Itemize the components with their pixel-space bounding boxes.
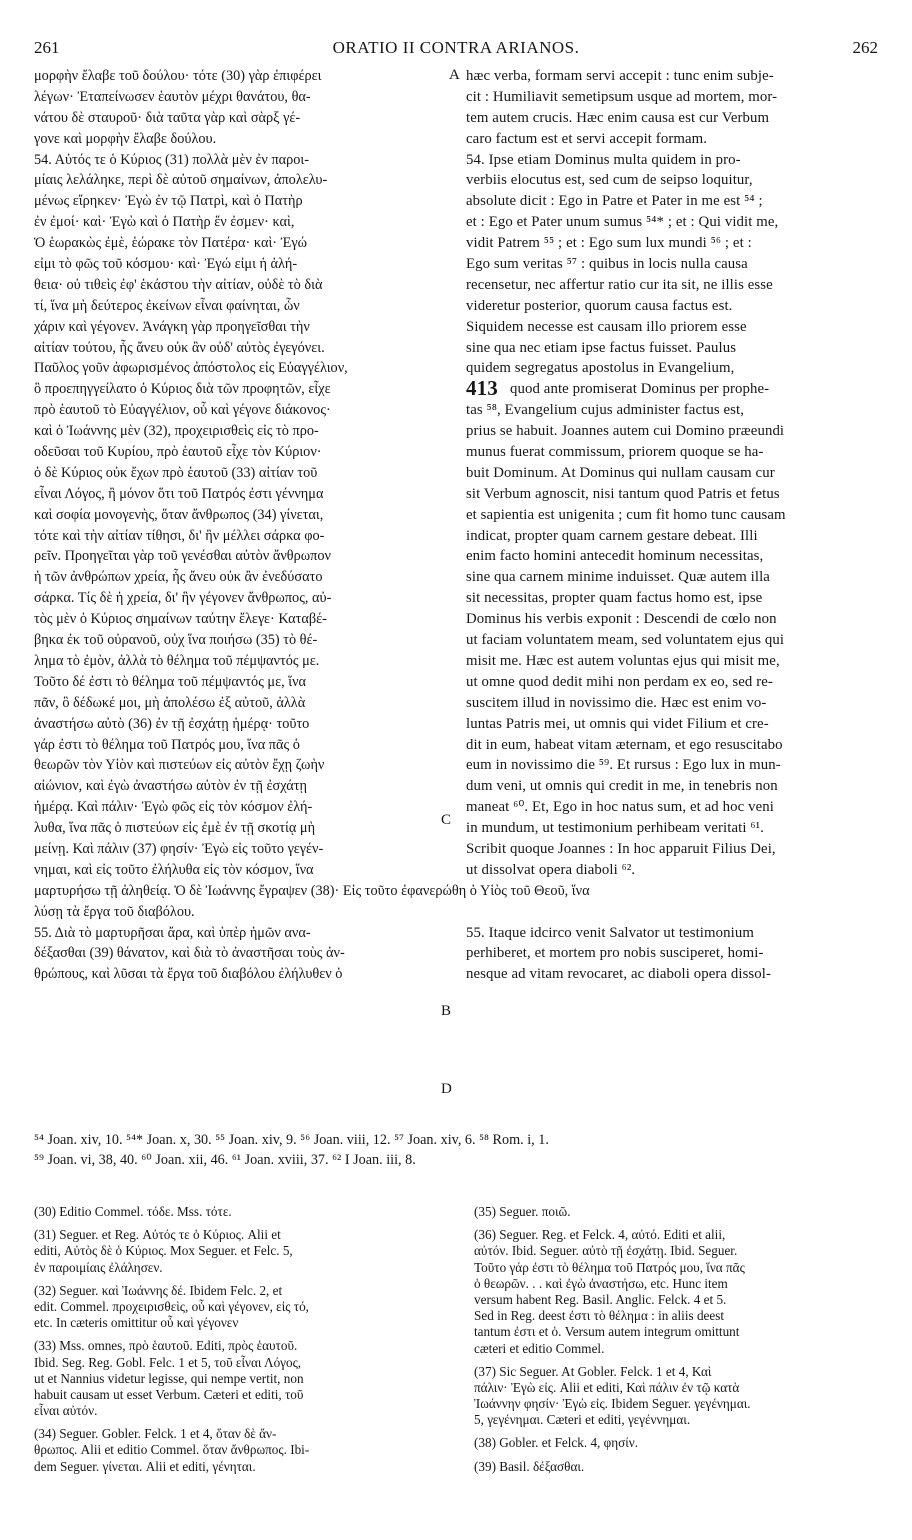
greek-text-line: 54. Αὐτός τε ὁ Κύριος (31) πολλὰ μὲν ἐν παροι- — [34, 151, 310, 168]
greek-text-line: θεωρῶν τὸν Υἱὸν καὶ πιστεύων εἰς αὐτὸν ἔχῃ ζωὴν — [34, 757, 325, 774]
latin-text-line: tas ⁵⁸, Evangelium cujus administer factus est, — [466, 402, 745, 419]
latin-text-line: cit : Humiliavit semetipsum usque ad mortem, mor- — [466, 88, 778, 105]
reference-line: ⁵⁹ Joan. vi, 38, 40. ⁶⁰ Joan. xii, 46. ⁶¹ Joan. xviii, 37. ⁶² I Joan. iii, 8. — [34, 1152, 416, 1168]
latin-text-line: maneat ⁶⁰. Et, Ego in hoc natus sum, et ad hoc veni — [466, 799, 774, 816]
footnote-line: (30) Editio Commel. τόδε. Mss. τότε. — [34, 1204, 232, 1219]
latin-text-line: ut faciam voluntatem meam, sed voluntatem ejus qui — [466, 632, 785, 649]
latin-text-line: ut omne quod dedit mihi non perdam ex eo, sed re- — [466, 673, 773, 690]
latin-text-line: buit Dominum. At Dominus qui nullam causam cur — [466, 464, 775, 481]
greek-text-line: τί, ἵνα μὴ δεύτερος ἐκείνων εἶναι φαίνηται, ὧν — [34, 297, 300, 314]
greek-text-line: ἡ τῶν ἀνθρώπων χρεία, ἧς ἄνευ οὐκ ἂν ἐνεδύσατο — [34, 569, 323, 586]
footnote-line: (32) Seguer. καὶ Ἰωάννης δέ. Ibidem Felc. 2, et — [34, 1282, 283, 1298]
greek-text-line: ἀναστήσω αὐτὸ (36) ἐν τῇ ἐσχάτῃ ἡμέρᾳ· τοῦτο — [34, 715, 310, 732]
latin-text-line: nesque ad vitam revocaret, ac diaboli opera dissol- — [466, 966, 772, 983]
latin-text-line: prius se habuit. Joannes autem cui Domino præeundi — [466, 423, 785, 440]
greek-text-line: γάρ ἐστι τὸ θέλημα τοῦ Πατρός μου, ἵνα πᾶς ὁ — [34, 736, 300, 753]
greek-text-line: ὃ προεπηγγείλατο ὁ Κύριος διὰ τῶν προφητῶν, εἶχε — [34, 381, 331, 398]
greek-text-line: λέγων· Ἐταπείνωσεν ἑαυτὸν μέχρι θανάτου, θα- — [34, 88, 311, 105]
footnote — [34, 1283, 462, 1332]
latin-text-line: vidit Patrem ⁵⁵ ; et : Ego sum lux mundi ⁵⁶ ; et : — [466, 235, 752, 252]
latin-text-line: Siquidem necesse est causam illo priorem esse — [466, 318, 747, 335]
greek-text-line: μείνῃ. Καὶ πάλιν (37) φησίν· Ἐγὼ εἰς τοῦτο γεγέν- — [34, 840, 324, 857]
footnote-line: Τοῦτο γάρ ἐστι τὸ θέλημα τοῦ Πατρός μου, ἵνα πᾶς — [474, 1259, 745, 1275]
greek-text-line: καὶ σοφία μονογενὴς, ὅταν ἄνθρωπος (34) γίνεται, — [34, 506, 324, 523]
greek-text-line: λυθα, ἵνα πᾶς ὁ πιστεύων εἰς ἐμὲ ἐν τῇ σκοτίᾳ μὴ — [34, 820, 316, 837]
greek-text-line: βηκα ἐκ τοῦ οὐρανοῦ, οὐχ ἵνα ποιήσω (35) τὸ θέ- — [34, 632, 318, 649]
footnotes-left-column — [34, 1204, 462, 1482]
greek-text-line: πρὸ ἑαυτοῦ τὸ Εὐαγγέλιον, οὗ καὶ γέγονε διάκονος· — [34, 402, 331, 419]
footnote-line: (37) Sic Seguer. At Gobler. Felck. 1 et 4, Καὶ — [474, 1363, 712, 1379]
footnote-line: (36) Seguer. Reg. et Felck. 4, αὐτό. Editi et alii, — [474, 1227, 726, 1243]
full-width-line-right: (38)· Εἰς τοῦτο ἐφανερώθη ὁ Υἱὸς τοῦ Θεοῦ, ἵνα — [307, 882, 590, 899]
margin-letter-b: B — [441, 1003, 452, 1019]
running-title: ORATIO II CONTRA ARIANOS. — [332, 38, 580, 57]
greek-text-line: θρώπους, καὶ λῦσαι τὰ ἔργα τοῦ διαβόλου ἐλήλυθεν ὁ — [34, 966, 343, 983]
greek-text-line: Τοῦτο δέ ἐστι τὸ θέλημα τοῦ πέμψαντός με, ἵνα — [34, 673, 307, 690]
footnote-line: εἶναι αὐτόν. — [34, 1403, 98, 1419]
page-header — [34, 38, 878, 64]
greek-text-line: ὁ δὲ Κύριος οὐκ ἔχων πρὸ ἑαυτοῦ (33) αἰτίαν τοῦ — [34, 464, 318, 481]
greek-text-line: οδεῦσαι τοῦ Κυρίου, πρὸ ἑαυτοῦ εἶχε τὸν Κύριον· — [34, 444, 322, 461]
latin-text-line: sit necessitas, propter quam factus homo est, ipse — [466, 590, 763, 607]
latin-text-line: verbiis elocutus est, sed cum de seipso loquitur, — [466, 172, 753, 189]
footnote-line: (38) Gobler. et Felck. 4, φησίν. — [474, 1435, 639, 1451]
latin-text-line: sine qua nec etiam ipse factus fuisset. Paulus — [466, 339, 737, 356]
footnote-line: Ibid. Seg. Reg. Gobl. Felc. 1 et 5, τοῦ εἶναι Λόγος, — [34, 1354, 302, 1370]
latin-text-line: enim facto homini antecedit hominum necessitas, — [466, 548, 764, 565]
greek-text-line: πᾶν, ὃ δέδωκέ μοι, μὴ ἀπολέσω ἐξ αὐτοῦ, ἀλλὰ — [34, 694, 306, 711]
latin-text-line: indicat, propter quam carnem gestare debeat. Illi — [466, 527, 758, 544]
latin-text-column — [466, 66, 878, 985]
greek-text-line: Παῦλος γοῦν ἀφωρισμένος ἀπόστολος εἰς Εὐαγγέλιον, — [34, 360, 348, 377]
scripture-references — [34, 1130, 884, 1170]
greek-text-line: εἶναι Λόγος, ἢ μόνον ὅτι τοῦ Πατρός ἐστι γέννημα — [34, 485, 324, 502]
footnote-line: tantum ἐστι et ὁ. Versum autem integrum omittunt — [474, 1324, 740, 1340]
footnote-line: ἐν παροιμίαις ἐλάλησεν. — [34, 1259, 163, 1275]
footnote-line: editi, Αὐτὸς δὲ ὁ Κύριος. Mox Seguer. et Felc. 5, — [34, 1243, 293, 1259]
footnote — [474, 1435, 889, 1451]
page-number-left: 261 — [34, 38, 60, 57]
margin-letter-d: D — [441, 1081, 452, 1097]
latin-text-line: sine qua carnem minime induisset. Quæ autem illa — [466, 569, 770, 586]
greek-text-line: μένως εἴρηκεν· Ἐγὼ ἐν τῷ Πατρὶ, καὶ ὁ Πατὴρ — [34, 193, 303, 210]
footnote-line: 5, γεγένημαι. Cæteri et editi, γεγέννημαι. — [474, 1412, 691, 1428]
latin-text-line: eum in novissimo die ⁵⁹. Et rursus : Ego lux in mun- — [466, 757, 781, 774]
footnote-line: θρωπος. Alii et editio Commel. ὅταν ἄνθρωπος. Ibi- — [34, 1442, 310, 1458]
latin-text-line: Scribit quoque Joannes : In hoc apparuit Filius Dei, — [466, 840, 776, 857]
margin-letter-a: A — [449, 67, 460, 83]
footnote-line: πάλιν· Ἐγὼ εἰς. Alii et editi, Καὶ πάλιν ἐν τῷ κατὰ — [474, 1379, 740, 1395]
latin-text-line: 54. Ipse etiam Dominus multa quidem in pro- — [466, 151, 741, 168]
latin-text-line: dit in eum, habeat vitam æternam, et ego resuscitabo — [466, 736, 783, 753]
footnote — [34, 1338, 462, 1419]
greek-text-line: Ὁ ἑωρακὼς ἐμὲ, ἑώρακε τὸν Πατέρα· καὶ· Ἐγώ — [34, 235, 308, 252]
greek-text-line: θεια· οὐ τιθεὶς ἐφ' ἑκάστου τὴν αἰτίαν, οὐδὲ τὸ διὰ — [34, 276, 323, 293]
footnote-line: (31) Seguer. et Reg. Αὐτός τε ὁ Κύριος. Alii et — [34, 1227, 281, 1243]
greek-text-line: χάριν καὶ γέγονεν. Ἀνάγκη γὰρ προηγεῖσθαι τὴν — [34, 318, 310, 335]
latin-text-line: videretur posterior, quorum causa factus est. — [466, 297, 733, 314]
footnote — [474, 1459, 889, 1475]
latin-text-line: absolute dicit : Ego in Patre et Pater in me est ⁵⁴ ; — [466, 193, 763, 210]
latin-text-line: recensetur, nec affertur ratio cur ita sit, ne illis esse — [466, 276, 773, 293]
latin-text-line: et sapientia est unigenita ; cum fit homo tunc causam — [466, 506, 786, 523]
reference-line: ⁵⁴ Joan. xiv, 10. ⁵⁴* Joan. x, 30. ⁵⁵ Joan. xiv, 9. ⁵⁶ Joan. viii, 12. ⁵⁷ Joan. xiv, 6. ⁵⁸ Rom. i, 1. — [34, 1132, 549, 1148]
greek-text-line: νάτου δὲ σταυροῦ· διὰ ταῦτα γὰρ καὶ σὰρξ γέ- — [34, 109, 301, 126]
latin-text-line: et : Ego et Pater unum sumus ⁵⁴* ; et : Qui vidit me, — [466, 214, 779, 231]
latin-text-line: 55. Itaque idcirco venit Salvator ut testimonium — [466, 924, 754, 941]
greek-text-line: αἰτίαν τούτου, ἧς ἄνευ οὐκ ἂν οὐδ' αὐτὸς ἐγεγόνει. — [34, 339, 325, 356]
latin-text-line: Ego sum veritas ⁵⁷ : quibus in locis nulla causa — [466, 256, 748, 273]
footnote-line: dem Seguer. γίνεται. Alii et editi, γένηται. — [34, 1458, 256, 1474]
footnote-line: (35) Seguer. ποιῶ. — [474, 1204, 571, 1219]
footnote-line: Sed in Reg. deest ἐστι τὸ θέλημα : in aliis deest — [474, 1308, 725, 1324]
latin-text-line: quidem segregatus apostolus in Evangelium, — [466, 360, 735, 377]
footnote-line: (34) Seguer. Gobler. Felck. 1 et 4, ὅταν δὲ ἄν- — [34, 1426, 277, 1442]
greek-text-line: ἡμέρᾳ. Καὶ πάλιν· Ἐγὼ φῶς εἰς τὸν κόσμον ἐλή- — [34, 799, 313, 816]
latin-text-line: perhiberet, et mortem pro nobis susciperet, homi- — [466, 945, 764, 962]
footnote-line: habuit causam ut esset Verbum. Cæteri et editi, τοῦ — [34, 1386, 304, 1402]
page-number-right: 262 — [852, 38, 878, 57]
footnote — [474, 1204, 889, 1220]
footnote-line: (33) Mss. omnes, πρὸ ἑαυτοῦ. Editi, πρὸς ἑαυτοῦ. — [34, 1338, 298, 1354]
greek-text-line: τότε καὶ τὴν αἰτίαν τίθησι, δι' ἣν μέλλει σάρκα φο- — [34, 527, 325, 544]
latin-text-line: luntas Patris mei, ut omnis qui videt Filium et cre- — [466, 715, 769, 732]
latin-text-line: sit Verbum agnoscit, nisi tantum quod Patris et fetus — [466, 485, 780, 502]
footnote-line: ut et Nannius videtur legisse, qui nempe vertit, non — [34, 1370, 304, 1386]
latin-text-line: munus fuerat commissum, priorem quoque se ha- — [466, 444, 764, 461]
latin-text-line — [466, 881, 878, 902]
greek-text-line: λημα τὸ ἐμὸν, ἀλλὰ τὸ θέλημα τοῦ πέμψαντός με. — [34, 652, 320, 669]
full-width-line-left: μαρτυρήσω τῇ ἀληθείᾳ. Ὁ δὲ Ἰωάννης ἔγραψεν — [34, 882, 308, 899]
footnote — [474, 1364, 889, 1429]
greek-text-line: εἰμι τὸ φῶς τοῦ κόσμου· καὶ· Ἐγώ εἰμι ἡ ἀλή- — [34, 256, 298, 273]
greek-text-line: 55. Διὰ τὸ μαρτυρῆσαι ἄρα, καὶ ὑπὲρ ἡμῶν ανα- — [34, 924, 311, 941]
greek-text-line: γονε καὶ μορφὴν ἔλαβε δούλου. — [34, 130, 217, 147]
footnotes-right-column — [474, 1204, 889, 1482]
footnote — [34, 1227, 462, 1276]
latin-text-line — [466, 902, 878, 923]
footnote — [474, 1227, 889, 1357]
greek-text-line: αἰώνιον, καὶ ἐγὼ ἀναστήσω αὐτὸν ἐν τῇ ἐσχάτῃ — [34, 778, 307, 795]
footnote-line: cæteri et editio Commel. — [474, 1340, 605, 1356]
greek-text-line: λύσῃ τὰ ἔργα τοῦ διαβόλου. — [34, 903, 195, 920]
footnote-line: αὐτόν. Ibid. Seguer. αὐτὸ τῇ ἐσχάτῃ. Ibid. Seguer. — [474, 1243, 738, 1259]
footnote-line: (39) Basil. δέξασθαι. — [474, 1458, 585, 1474]
latin-text-line: suscitem illud in novissimo die. Hæc est enim vo- — [466, 694, 767, 711]
greek-text-line: ρεῖν. Προηγεῖται γὰρ τοῦ γενέσθαι αὐτὸν ἄνθρωπον — [34, 548, 332, 565]
footnote-line: versum habent Reg. Basil. Anglic. Felck. 4 et 5. — [474, 1291, 727, 1307]
greek-text-line: μορφὴν ἔλαβε τοῦ δούλου· τότε (30) γὰρ ἐπιφέρει — [34, 68, 322, 84]
greek-text-line: μίαις λελάληκε, περὶ δὲ αὐτοῦ σημαίνων, ἀπολελυ- — [34, 172, 328, 189]
latin-text-line: misit me. Hæc est autem voluntas ejus qui misit me, — [466, 652, 780, 669]
latin-text-line: Dominus his verbis exponit : Descendi de cœlo non — [466, 611, 777, 628]
latin-text-line: tem autem crucis. Hæc enim causa est cur Verbum — [466, 109, 770, 126]
greek-text-line: τὸς μὲν ὁ Κύριος σημαίνων ταύτην ἔλεγε· Καταβέ- — [34, 611, 327, 628]
latin-text-line: quod ante promiserat Dominus per prophe- — [510, 381, 770, 398]
footnote-line: etc. In cæteris omittitur οὗ καὶ γέγονεν — [34, 1315, 239, 1331]
latin-text-line: hæc verba, formam servi accepit : tunc enim subje- — [466, 68, 774, 84]
latin-text-line: in mundum, ut testimonium perhibeam veritati ⁶¹. — [466, 820, 764, 837]
latin-text-line: dum veni, ut omnis qui credit in me, in tenebris non — [466, 778, 778, 795]
greek-text-line: ἐν ἐμοί· καὶ· Ἐγὼ καὶ ὁ Πατὴρ ἕν ἐσμεν· καὶ, — [34, 214, 295, 231]
greek-text-line: δέξασθαι (39) θάνατον, καὶ διὰ τὸ ἀναστῆσαι τοὺς ἀν- — [34, 945, 345, 962]
column-number: 413 — [466, 375, 498, 400]
latin-text-line: caro factum est et servi accepit formam. — [466, 130, 708, 147]
footnote-line: Ἰωάννην φησίν· Ἐγὼ εἰς. Ibidem Seguer. γεγένημαι. — [474, 1396, 751, 1412]
latin-text-line: ut dissolvat opera diaboli ⁶². — [466, 861, 636, 878]
greek-text-line: νημαι, καὶ εἰς τοῦτο ἐλήλυθα εἰς τὸν κόσμον, ἵνα — [34, 861, 314, 878]
margin-letter-c: C — [441, 812, 452, 828]
footnote — [34, 1204, 462, 1220]
footnote — [34, 1426, 462, 1475]
greek-text-line: καὶ ὁ Ἰωάννης μὲν (32), προχειρισθεὶς εἰς τὸ προ- — [34, 423, 319, 440]
footnote-line: ὁ θεωρῶν. . . καὶ ἐγὼ ἀναστήσω, etc. Hunc item — [474, 1275, 728, 1291]
greek-text-line: σάρκα. Τίς δὲ ἡ χρεία, δι' ἣν γέγονεν ἄνθρωπος, αὐ- — [34, 590, 332, 607]
footnote-line: edit. Commel. προχειρισθεὶς, οὗ καὶ γέγονεν, εἰς τό, — [34, 1298, 309, 1314]
